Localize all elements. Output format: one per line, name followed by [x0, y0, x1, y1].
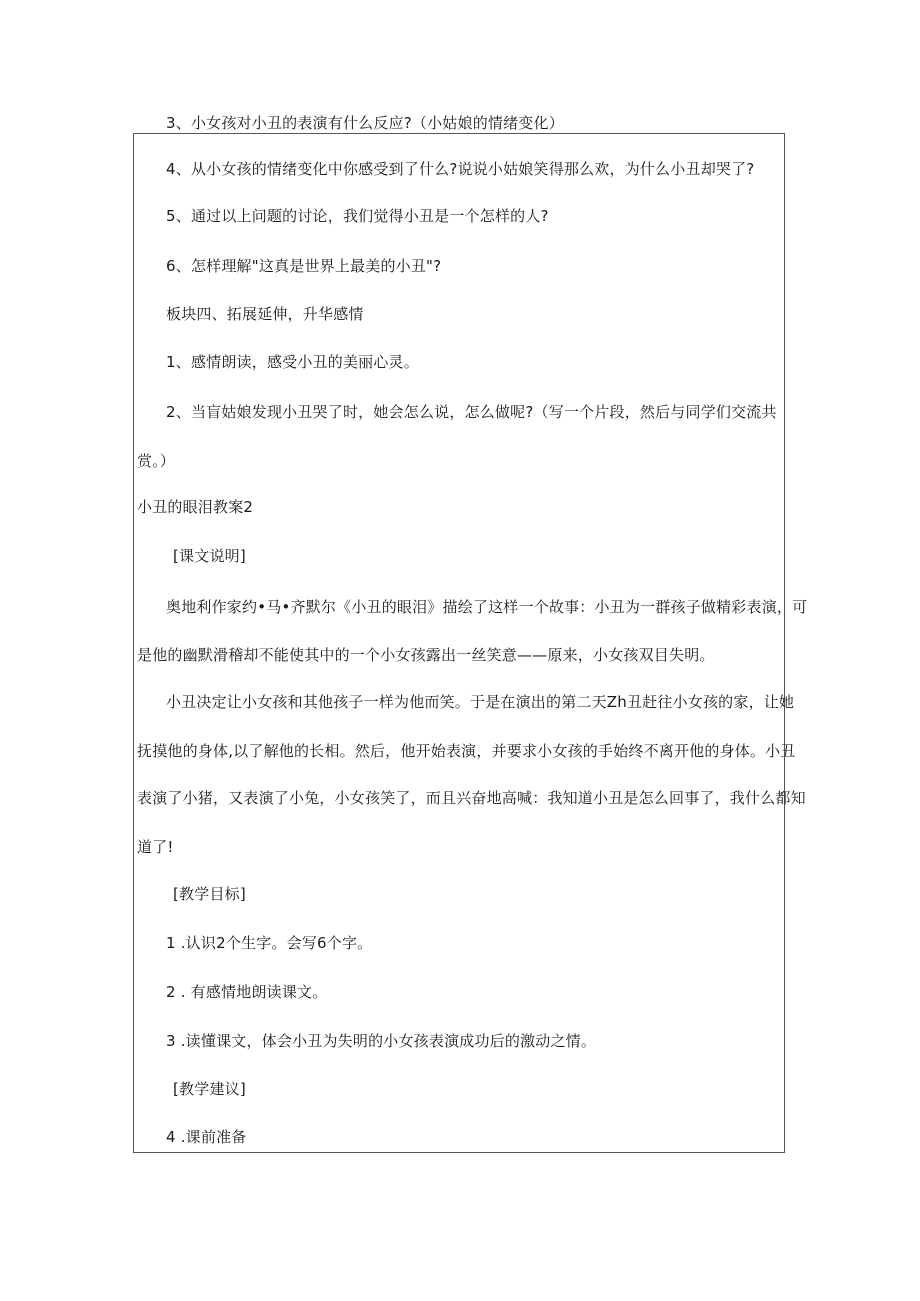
- question-6: 6、怎样理解"这真是世界上最美的小丑"?: [166, 257, 442, 275]
- question-4: 4、从小女孩的情绪变化中你感受到了什么?说说小姑娘笑得那么欢，为什么小丑却哭了?: [166, 160, 755, 178]
- paragraph-2-line-1: 小丑决定让小女孩和其他孩子一样为他而笑。于是在演出的第二天Zh丑赶往小女孩的家，让她: [166, 693, 795, 711]
- question-3: 3、小女孩对小丑的表演有什么反应?（小姑娘的情绪变化）: [166, 114, 564, 132]
- goal-3: 3 .读懂课文，体会小丑为失明的小女孩表演成功后的激动之情。: [166, 1032, 597, 1050]
- section-label-teaching-suggestions: [教学建议]: [173, 1080, 246, 1098]
- paragraph-2-line-4: 道了!: [137, 838, 174, 856]
- paragraph-1-line-2: 是他的幽默滑稽却不能使其中的一个小女孩露出一丝笑意——原来，小女孩双目失明。: [137, 646, 715, 664]
- section-heading-4: 板块四、拓展延伸，升华感情: [166, 305, 364, 323]
- document-title: 小丑的眼泪教案2: [137, 498, 254, 516]
- paragraph-1-line-1: 奥地利作家约•马•齐默尔《小丑的眼泪》描绘了这样一个故事：小丑为一群孩子做精彩表演，可: [166, 598, 808, 616]
- suggestion-4: 4 .课前准备: [166, 1128, 247, 1146]
- section-label-teaching-goals: [教学目标]: [173, 885, 246, 903]
- question-5: 5、通过以上问题的讨论，我们觉得小丑是一个怎样的人?: [166, 207, 549, 225]
- activity-2: 2、当盲姑娘发现小丑哭了时，她会怎么说，怎么做呢?（写一个片段，然后与同学们交流共: [166, 403, 777, 421]
- goal-2: 2 . 有感情地朗读课文。: [166, 983, 328, 1001]
- activity-1: 1、感情朗读，感受小丑的美丽心灵。: [166, 353, 419, 371]
- activity-2-continued: 赏。）: [137, 452, 176, 470]
- section-label-text-description: [课文说明]: [173, 547, 246, 565]
- paragraph-2-line-3: 表演了小猪，又表演了小兔，小女孩笑了，而且兴奋地高喊：我知道小丑是怎么回事了，我什么都知: [137, 789, 806, 807]
- paragraph-2-line-2: 抚摸他的身体,以了解他的长相。然后，他开始表演，并要求小女孩的手始终不离开他的身体。小丑: [137, 742, 796, 760]
- goal-1: 1 .认识2个生字。会写6个字。: [166, 934, 373, 952]
